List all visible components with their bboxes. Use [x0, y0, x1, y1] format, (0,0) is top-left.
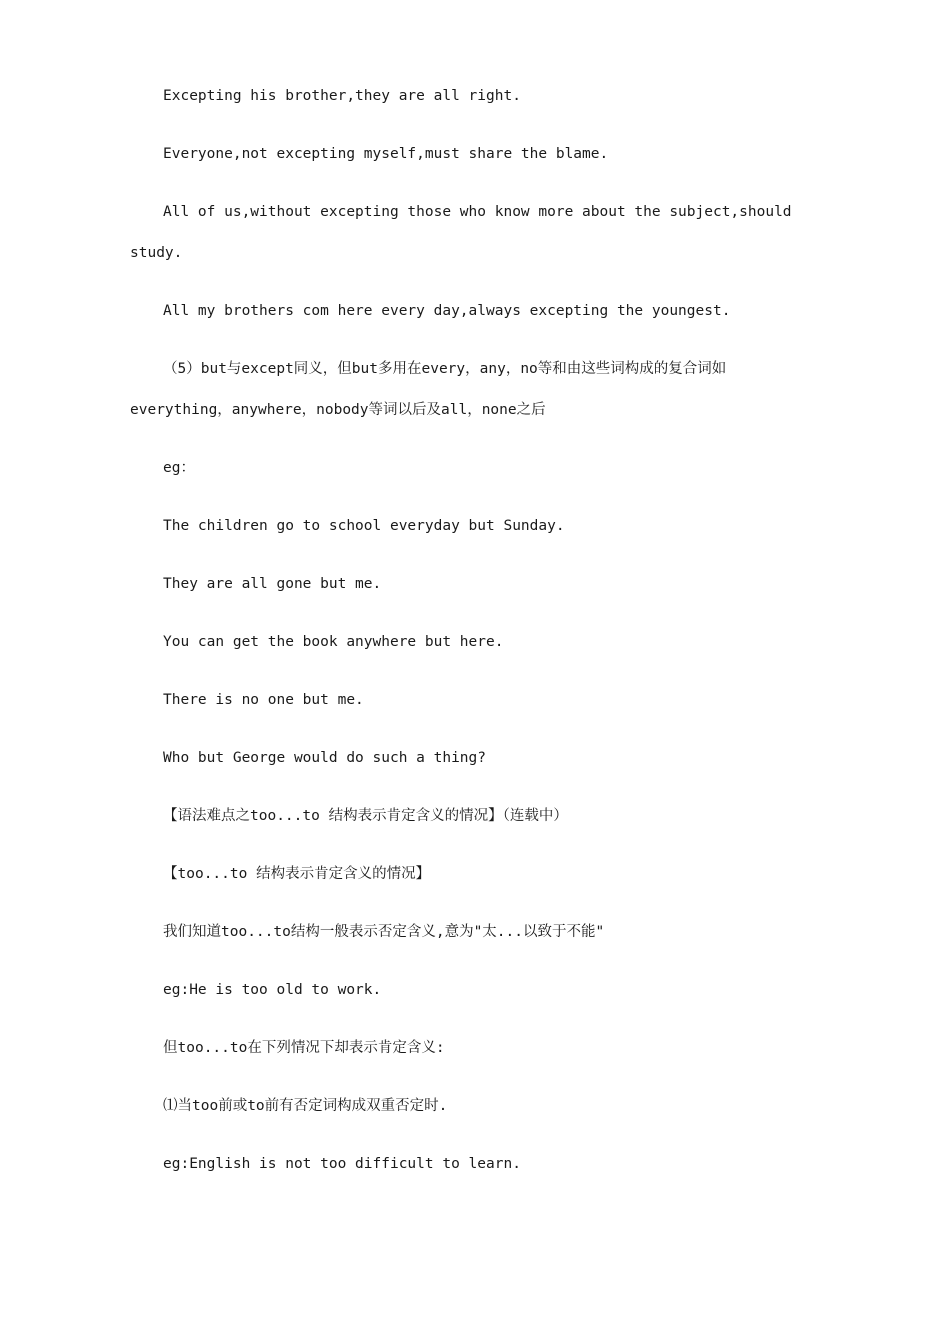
paragraph-6: eg： — [163, 460, 195, 476]
paragraph-18: eg:English is not too difficult to learn. — [163, 1156, 521, 1172]
section-heading-2: 【too...to 结构表示肯定含义的情况】 — [163, 866, 431, 882]
paragraph-2: Everyone,not excepting myself,must share the blame. — [163, 146, 609, 162]
paragraph-17: ⑴当too前或to前有否定词构成双重否定时. — [163, 1098, 448, 1114]
paragraph-8: They are all gone but me. — [163, 576, 382, 592]
document-body — [130, 76, 810, 1202]
paragraph-7: The children go to school everyday but Sunday. — [163, 518, 565, 534]
paragraph-1: Excepting his brother,they are all right. — [163, 88, 521, 104]
paragraph-11: Who but George would do such a thing? — [163, 750, 487, 766]
paragraph-3: All of us,without excepting those who know more about the subject,should study. — [130, 204, 792, 261]
section-heading-1: 【语法难点之too...to 结构表示肯定含义的情况】（连载中） — [163, 808, 568, 824]
paragraph-16: 但too...to在下列情况下却表示肯定含义: — [163, 1040, 445, 1056]
paragraph-5: （5）but与except同义，但but多用在every，any，no等和由这些词构成的复合词如everything，anywhere，nobody等词以后及all，none之后 — [130, 361, 727, 418]
paragraph-14: 我们知道too...to结构一般表示否定含义,意为"太...以致于不能" — [163, 924, 605, 940]
paragraph-10: There is no one but me. — [163, 692, 364, 708]
paragraph-15: eg:He is too old to work. — [163, 982, 382, 998]
paragraph-4: All my brothers com here every day,always excepting the youngest. — [163, 303, 731, 319]
paragraph-9: You can get the book anywhere but here. — [163, 634, 504, 650]
